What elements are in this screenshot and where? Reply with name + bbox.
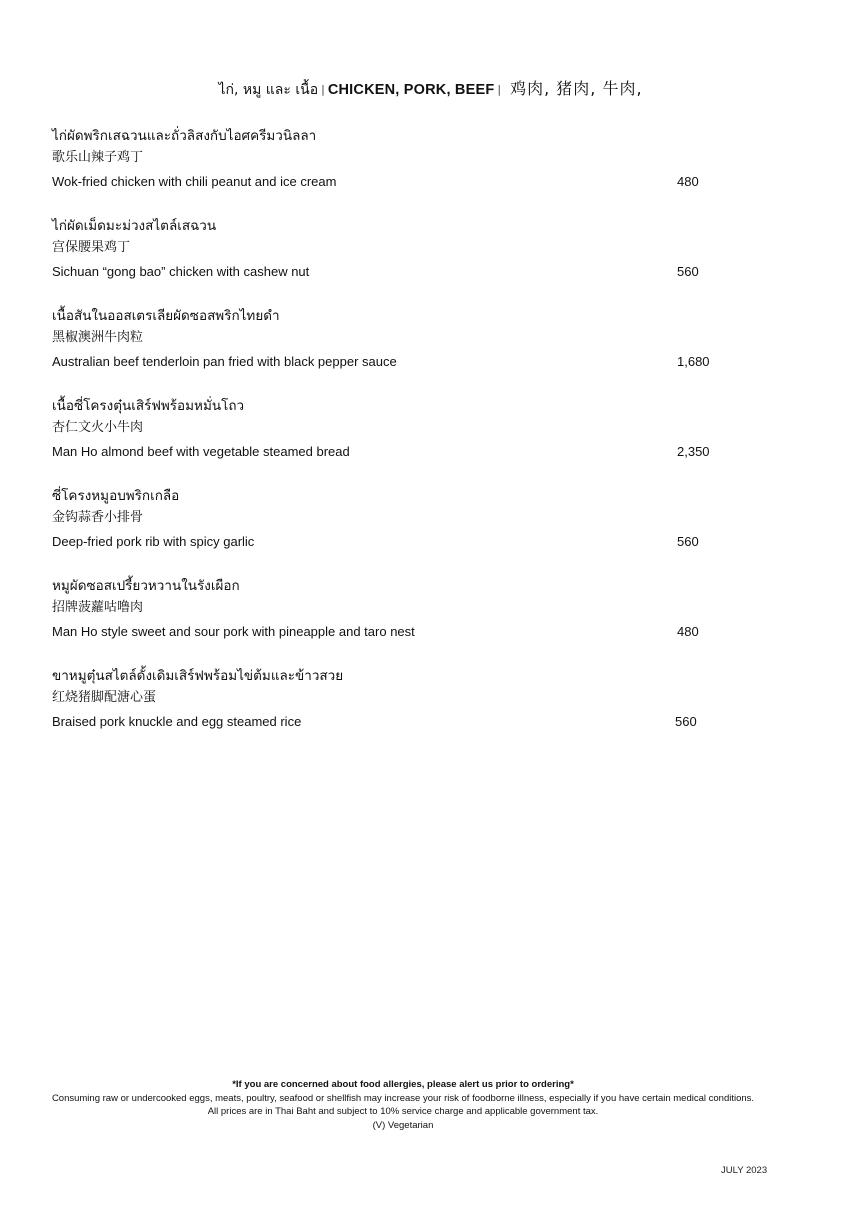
- menu-item: [52, 216, 772, 306]
- dish-name-english: Deep-fried pork rib with spicy garlic: [52, 534, 255, 549]
- dish-price: 560: [675, 714, 697, 729]
- allergy-notice: *If you are concerned about food allergies, please alert us prior to ordering*: [232, 1079, 574, 1090]
- dish-price: 480: [677, 174, 699, 189]
- price-note: All prices are in Thai Baht and subject to 10% service charge and applicable government tax.: [207, 1106, 599, 1117]
- section-title-thai: ไก่, หมู และ เนื้อ: [218, 82, 319, 98]
- dish-name-english: Man Ho style sweet and sour pork with pineapple and taro nest: [52, 624, 415, 639]
- dish-name-thai: หมูผัดซอสเปรี้ยวหวานในรังเผือก: [52, 578, 240, 594]
- dish-price: 480: [677, 624, 699, 639]
- menu-item: [52, 576, 772, 666]
- menu-date: JULY 2023: [721, 1165, 768, 1176]
- dish-price: 560: [677, 264, 699, 279]
- dish-name-english: Man Ho almond beef with vegetable steamed bread: [52, 444, 350, 459]
- menu-item: [52, 486, 772, 576]
- dish-name-chinese: 杏仁文火小牛肉: [52, 420, 144, 435]
- dish-name-english: Australian beef tenderloin pan fried with black pepper sauce: [52, 354, 397, 369]
- section-title: [0, 78, 861, 102]
- dish-name-chinese: 黑椒澳洲牛肉粒: [52, 330, 144, 345]
- menu-item: [52, 306, 772, 396]
- dish-name-thai: ไก่ผัดเม็ดมะม่วงสไตล์เสฉวน: [52, 218, 217, 234]
- dish-price: 2,350: [677, 444, 710, 459]
- dish-name-chinese: 宫保腰果鸡丁: [52, 240, 131, 255]
- dish-name-thai: เนื้อซี่โครงตุ๋นเสิร์ฟพร้อมหมั่นโถว: [52, 398, 245, 414]
- menu-items-list: [52, 126, 772, 756]
- menu-item: [52, 396, 772, 486]
- dish-price: 560: [677, 534, 699, 549]
- title-separator: |: [497, 83, 502, 96]
- menu-footer: [0, 1078, 806, 1132]
- section-title-chinese: 鸡肉, 猪肉, 牛肉,: [510, 79, 643, 98]
- dish-name-thai: เนื้อสันในออสเตรเลียผัดซอสพริกไทยดำ: [52, 308, 280, 324]
- vegetarian-key: (V) Vegetarian: [372, 1119, 434, 1131]
- consumption-warning: Consuming raw or undercooked eggs, meats, poultry, seafood or shellfish may increase your risk of foodborne illness, especially if you have certain medical conditions.: [51, 1092, 755, 1104]
- dish-name-chinese: 金钩蒜香小排骨: [52, 510, 144, 525]
- dish-name-chinese: 红烧猪脚配溏心蛋: [52, 690, 157, 705]
- dish-name-thai: ไก่ผัดพริกเสฉวนและถั่วลิสงกับไอศครีมวนิลลา: [52, 128, 317, 144]
- title-separator: |: [321, 83, 325, 96]
- menu-item: [52, 666, 772, 756]
- dish-name-english: Sichuan “gong bao” chicken with cashew nut: [52, 264, 310, 279]
- section-title-english: CHICKEN, PORK, BEEF: [327, 82, 495, 98]
- menu-item: [52, 126, 772, 216]
- dish-name-thai: ซี่โครงหมูอบพริกเกลือ: [52, 488, 180, 504]
- dish-name-chinese: 歌乐山辣子鸡丁: [52, 150, 144, 165]
- dish-name-english: Wok-fried chicken with chili peanut and ice cream: [52, 174, 337, 189]
- dish-price: 1,680: [677, 354, 710, 369]
- dish-name-thai: ขาหมูตุ๋นสไตล์ดั้งเดิมเสิร์ฟพร้อมไข่ต้มและข้าวสวย: [52, 668, 344, 684]
- dish-name-chinese: 招牌菠蘿咕噜肉: [52, 600, 144, 615]
- dish-name-english: Braised pork knuckle and egg steamed rice: [52, 714, 302, 729]
